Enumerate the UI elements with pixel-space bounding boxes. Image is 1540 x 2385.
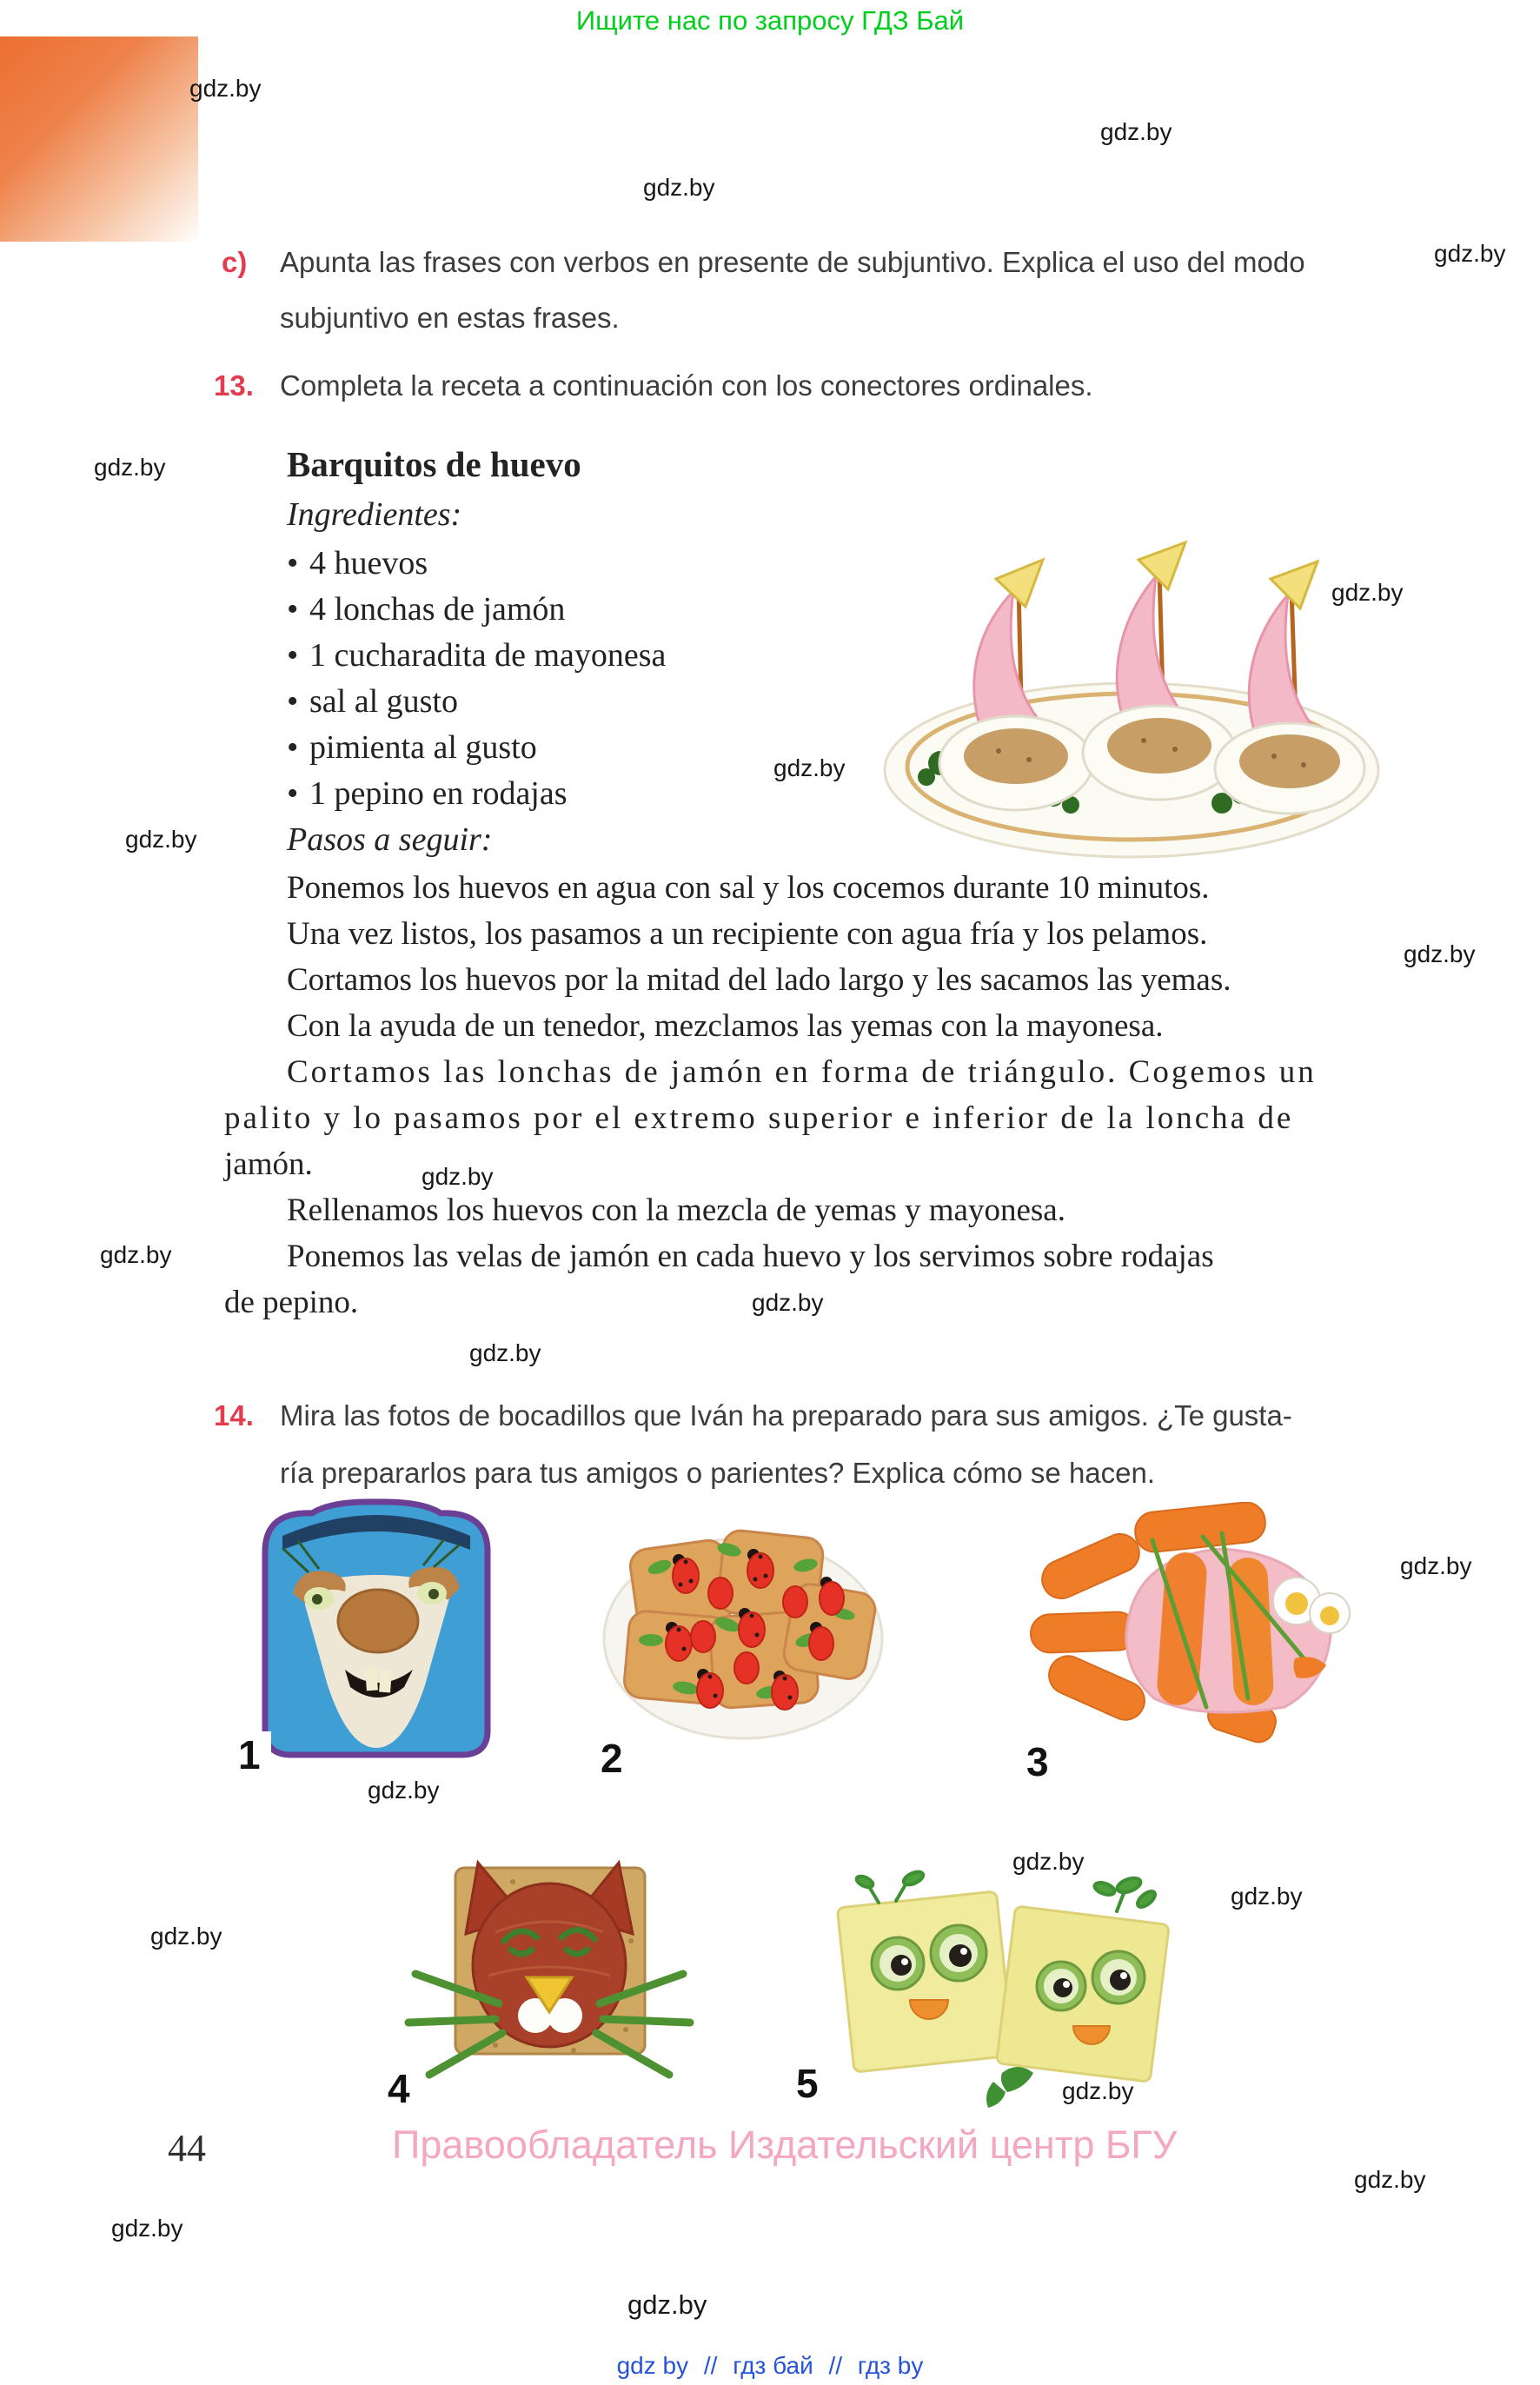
- bullet-icon: •: [287, 591, 299, 628]
- watermark-gdz: gdz.by: [1400, 1552, 1472, 1579]
- watermark-gdz: gdz.by: [1012, 1848, 1085, 1875]
- watermark-gdz: gdz.by: [1354, 2166, 1426, 2193]
- exercise-c-text-line1: Apunta las frases con verbos en presente de subjuntivo. Explica el uso del modo: [280, 246, 1305, 278]
- watermark-gdz: gdz.by: [1062, 2077, 1134, 2104]
- ingredient-item: • pimienta al gusto: [287, 729, 537, 766]
- watermark-gdz: gdz.by: [469, 1339, 541, 1366]
- exercise-14-text-line2: ría prepararlos para tus amigos o parientes? Explica cómo se hacen.: [280, 1457, 1156, 1489]
- watermark-gdz: gdz.by: [1231, 1883, 1303, 1910]
- recipe-ingredients-heading: Ingredientes:: [287, 496, 462, 533]
- orange-gradient-square: [0, 37, 198, 242]
- photo-egg-boat-appetizers: [873, 476, 1385, 867]
- recipe-steps-heading: Pasos a seguir:: [287, 821, 493, 858]
- footer-links: [0, 2352, 1540, 2380]
- recipe-step-line: palito y lo pasamos por el extremo superior e inferior de la loncha de: [224, 1100, 1294, 1136]
- watermark-gdz: gdz.by: [422, 1163, 494, 1190]
- photo-number-4: 4: [388, 2066, 410, 2111]
- photo-ladybug-toasts: [599, 1510, 887, 1744]
- bullet-icon: •: [287, 683, 299, 720]
- page-number: 44: [168, 2127, 206, 2169]
- header-notice: Ищите нас по запросу ГДЗ Бай: [575, 5, 965, 36]
- watermark-gdz: gdz.by: [94, 454, 166, 481]
- footer-separator: //: [828, 2352, 843, 2379]
- watermark-gdz: gdz.by: [189, 75, 262, 102]
- footer-link-gdz-bai[interactable]: гдз бай: [733, 2352, 813, 2379]
- watermark-gdz: gdz.by: [643, 174, 715, 201]
- recipe-step-line: de pepino.: [224, 1285, 359, 1320]
- photo-number-1: 1: [233, 1731, 271, 1782]
- recipe-step-line: Cortamos los huevos por la mitad del lado largo y les sacamos las yemas.: [287, 962, 1231, 998]
- watermark-gdz: gdz.by: [1434, 240, 1506, 267]
- photo-squirrel-sandwich: [248, 1498, 505, 1767]
- recipe-step-line: Cortamos las lonchas de jamón en forma de triángulo. Cogemos un: [287, 1054, 1317, 1090]
- watermark-gdz: gdz.by: [773, 754, 846, 781]
- recipe-step-line: Ponemos los huevos en agua con sal y los cocemos durante 10 minutos.: [287, 870, 1210, 906]
- exercise-c-text-line2: subjuntivo en estas frases.: [280, 302, 620, 334]
- photo-salami-cat-toast: [391, 1837, 706, 2090]
- watermark-gdz: gdz.by: [752, 1289, 824, 1316]
- watermark-gdz: gdz.by: [368, 1777, 440, 1804]
- recipe-step-line: jamón.: [224, 1146, 313, 1182]
- recipe-step-line: Ponemos las velas de jamón en cada huevo y los servimos sobre rodajas: [287, 1239, 1214, 1274]
- bullet-icon: •: [287, 775, 299, 812]
- ingredient-item: • sal al gusto: [287, 683, 458, 720]
- exercise-14-label: 14.: [214, 1399, 254, 1432]
- exercise-c-label: c): [222, 246, 248, 278]
- recipe-step-line: Una vez listos, los pasamos a un recipiente con agua fría y los pelamos.: [287, 916, 1208, 952]
- bullet-icon: •: [287, 545, 299, 581]
- photo-number-2: 2: [601, 1736, 623, 1781]
- watermark-gdz: gdz.by: [627, 2289, 707, 2320]
- ingredient-item: • 4 huevos: [287, 545, 428, 581]
- photo-number-5: 5: [796, 2061, 819, 2106]
- watermark-gdz: gdz.by: [1331, 579, 1404, 606]
- footer-separator: //: [703, 2352, 718, 2379]
- ingredient-item: • 1 cucharadita de mayonesa: [287, 637, 667, 674]
- watermark-gdz: gdz.by: [150, 1923, 222, 1950]
- watermark-gdz: gdz.by: [125, 826, 197, 853]
- photo-number-3: 3: [1026, 1739, 1049, 1784]
- footer-link-gdz-by-2[interactable]: гдз by: [857, 2352, 924, 2379]
- photo-ham-fish: [1024, 1502, 1354, 1745]
- watermark-gdz: gdz.by: [111, 2215, 183, 2242]
- footer-link-gdz-by[interactable]: gdz by: [616, 2352, 689, 2379]
- recipe-step-line: Con la ayuda de un tenedor, mezclamos las yemas con la mayonesa.: [287, 1008, 1164, 1044]
- exercise-14-text-line1: Mira las fotos de bocadillos que Iván ha preparado para sus amigos. ¿Te gusta-: [280, 1399, 1292, 1432]
- bullet-icon: •: [287, 729, 299, 766]
- watermark-gdz: gdz.by: [1404, 940, 1476, 967]
- recipe-title: Barquitos de huevo: [287, 444, 581, 484]
- recipe-step-line: Rellenamos los huevos con la mezcla de yemas y mayonesa.: [287, 1192, 1065, 1228]
- bullet-icon: •: [287, 637, 299, 674]
- photo-cheese-owl-sandwiches: [813, 1854, 1192, 2112]
- ingredient-item: • 4 lonchas de jamón: [287, 591, 566, 628]
- copyright-line: Правообладатель Издательский центр БГУ: [392, 2123, 1178, 2167]
- ingredient-item: • 1 pepino en rodajas: [287, 775, 568, 812]
- watermark-gdz: gdz.by: [100, 1241, 172, 1268]
- watermark-gdz: gdz.by: [1100, 118, 1172, 145]
- exercise-13-label: 13.: [214, 369, 254, 402]
- exercise-13-text: Completa la receta a continuación con los conectores ordinales.: [280, 369, 1093, 402]
